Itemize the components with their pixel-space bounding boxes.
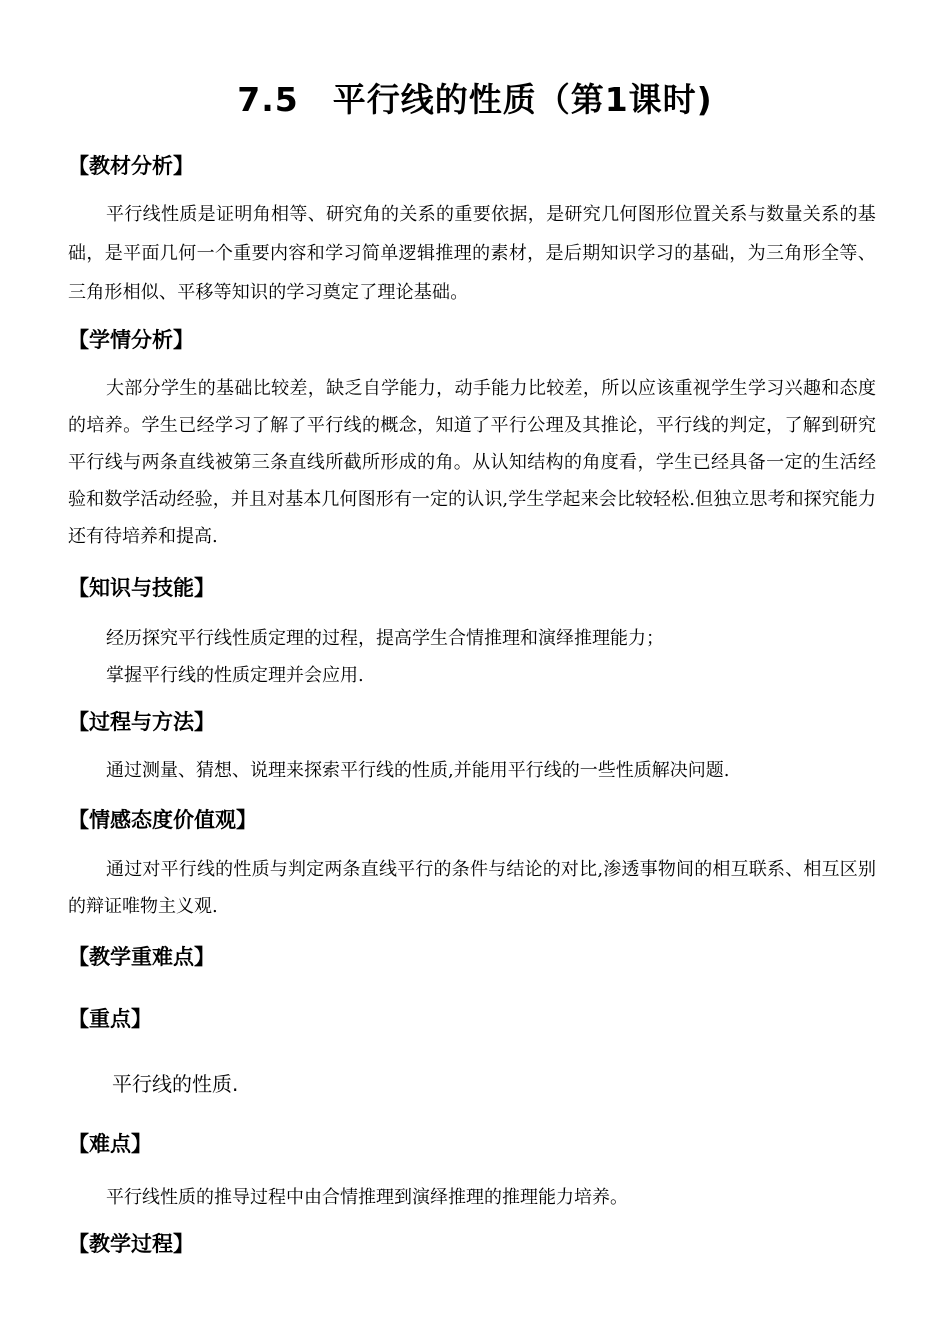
knowledge-skills-line-1: 经历探究平行线性质定理的过程，提高学生合情推理和演绎推理能力； [106,628,664,649]
heading-emotion-values: 【情感态度价值观】 [68,808,257,832]
heading-process-method: 【过程与方法】 [68,710,215,734]
heading-knowledge-skills: 【知识与技能】 [68,576,215,600]
paragraph-textbook-analysis: 平行线性质是证明角相等、研究角的关系的重要依据，是研究几何图形位置关系与数量关系的基础，是平面几何一个重要内容和学习简单逻辑推理的素材，是后期知识学习的基础，为三角形全等、三角形相似、平移等知识的学习奠定了理论基础。 [68,204,876,303]
paragraph-emotion-values: 通过对平行线的性质与判定两条直线平行的条件与结论的对比,渗透事物间的相互联系、相互区别的辩证唯物主义观. [68,859,876,917]
difficult-point-text: 平行线性质的推导过程中由合情推理到演绎推理的推理能力培养。 [106,1187,628,1208]
paragraph-process-method: 通过测量、猜想、说理来探索平行线的性质,并能用平行线的一些性质解决问题. [106,760,730,781]
heading-teaching-process: 【教学过程】 [68,1232,194,1256]
heading-difficult-point: 【难点】 [68,1132,152,1156]
knowledge-skills-line-2: 掌握平行线的性质定理并会应用. [106,665,364,686]
key-point-text: 平行线的性质. [112,1072,239,1096]
paragraph-student-analysis: 大部分学生的基础比较差，缺乏自学能力，动手能力比较差，所以应该重视学生学习兴趣和态度的培养。学生已经学习了解了平行线的概念，知道了平行公理及其推论，平行线的判定，了解到研究平行线与两条直线被第三条直线所截所形成的角。从认知结构的角度看，学生已经具备一定的生活经验和数学活动经验，并且对基本几何图形有一定的认识,学生学起来会比较轻松.但独立思考和探究能力还有待培养和提高. [68,378,876,547]
page-title: 7.5 平行线的性质（第1课时) [237,80,713,119]
heading-student-analysis: 【学情分析】 [68,328,194,352]
heading-textbook-analysis: 【教材分析】 [68,154,194,178]
heading-key-point: 【重点】 [68,1007,152,1031]
heading-key-difficult: 【教学重难点】 [68,945,215,969]
